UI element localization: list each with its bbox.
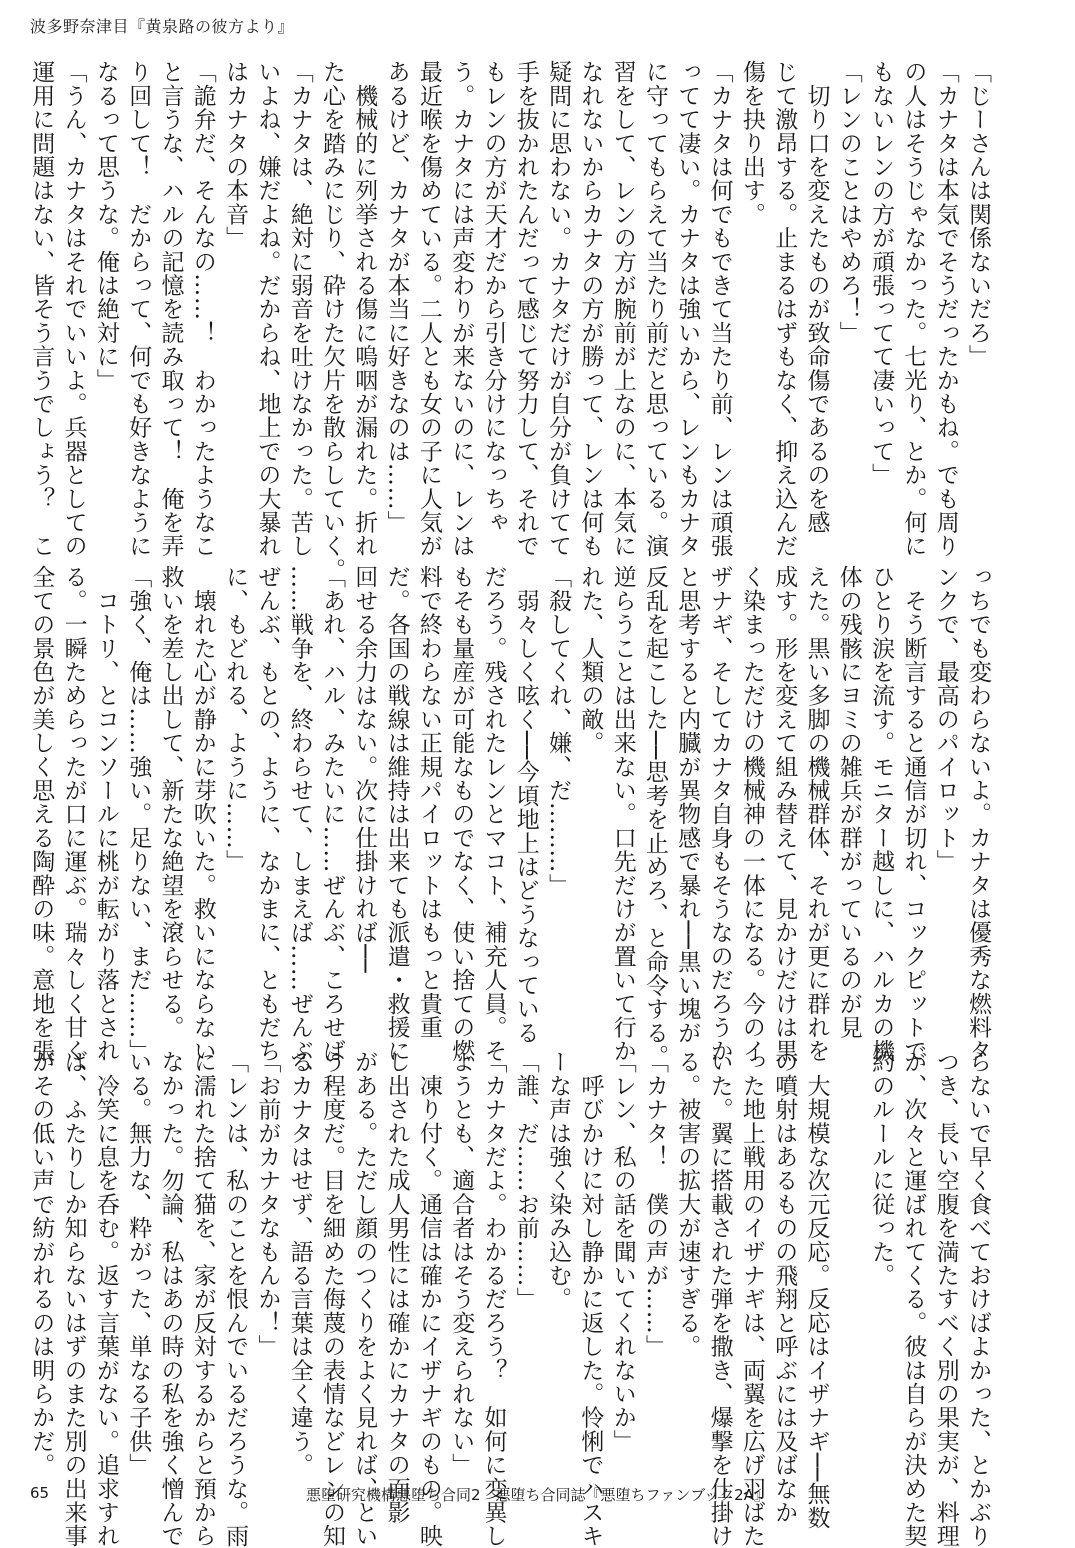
text-line: 「強く、俺は……強い。足りない、まだ……」	[125, 565, 152, 1063]
text-line: 機械的に列挙される傷に嗚咽が漏れた。折れ	[351, 60, 378, 558]
text-line: 手を抜かれたんだって感じて努力して、それで	[512, 60, 539, 558]
text-line: 「レンのことはやめろ！」	[835, 60, 862, 345]
text-line: 「殺してくれ、嫌、だ………」	[545, 565, 572, 897]
text-line: もレンの方が天才だから引き分けになっちゃ	[480, 60, 507, 534]
text-line: の人はそうじゃなかった。七光り、とか。何に	[900, 60, 927, 558]
text-line: 大規模な次元反応。反応はイザナギ──無数	[803, 1050, 830, 1530]
text-line: 疑問に思わない。カナタだけが自分が負けてて	[545, 60, 572, 558]
text-line: 体の残骸にヨミの雑兵が群がっているのが見	[835, 565, 862, 1039]
text-line: 壊れた心が静かに芽吹いた。救いにならない	[189, 565, 216, 1063]
text-line: つき、長い空腹を満たすべく別の果実が、料理	[932, 1050, 959, 1548]
text-line: るカナタはせず、語る言葉は全く違う。	[286, 1050, 313, 1477]
text-line: 傷を抉り出す。	[738, 60, 765, 226]
page-number: 65	[30, 1484, 50, 1502]
text-line: 「うん、カナタはそれでいいよ。兵器としての	[60, 60, 87, 558]
text-line: もないレンの方が頑張ってて凄いって」	[868, 60, 895, 487]
text-line: はカナタの本音」	[222, 60, 249, 250]
text-line: あるけど、カナタが本当に好きなのは……」	[383, 60, 410, 534]
text-line: だろう。残されたレンとマコト、補充人員。そ	[480, 565, 507, 1063]
text-line: 料で終わらない正規パイロットはもっと貴重	[415, 565, 442, 1039]
text-line: に、もどれる、ように……」	[222, 565, 249, 874]
text-line: 全ての景色が美しく思える陶酔の味。意地を張	[28, 565, 55, 1063]
text-line: う。カナタには声変わりが来ないのに、レンは	[448, 60, 475, 558]
text-line: もそも量産が可能なものでなく、使い捨ての燃	[448, 565, 475, 1063]
text-line: ようとも、適合者はそう変えられない」	[448, 1050, 475, 1477]
text-line: 「レンは、私のことを恨んでいるだろうな。雨	[222, 1050, 249, 1548]
text-line: 「カナタは、絶対に弱音を吐けなかった。苦し	[286, 60, 313, 558]
text-line: し出された成人男性には確かにカナタの面影	[383, 1050, 410, 1524]
text-line: 「じーさんは関係ないだろ」	[965, 60, 991, 369]
text-line: ひとり涙を流す。モニター越しに、ハルカの機	[868, 565, 895, 1063]
text-line: 冷笑に息を呑む。返す言葉がない。追求すれ	[92, 1050, 119, 1548]
footer-credit: 悪堕研究機構悪堕ち合同2 悪堕ち合同誌『悪堕ちファンブック2A』	[305, 1486, 769, 1504]
text-line: に守ってもらえて当たり前だと思っている。演	[642, 60, 668, 558]
text-line: が、次々と運ばれてくる。彼は自らが決めた契	[900, 1050, 927, 1548]
text-line: た心を踏みにじり、砕けた欠片を散らしていく。	[319, 60, 345, 582]
text-line: そう断言すると通信が切れ、コックピットで	[900, 565, 927, 1063]
text-line: れた、人類の敵。	[577, 565, 604, 755]
text-line: ぜんぶ、もとの、ように、なかまに、ともだち	[254, 565, 281, 1063]
text-line: 「カナタ！ 僕の声が……」	[642, 1050, 668, 1359]
text-line: く染まっただけの機械神の一体になる。今のイ	[738, 565, 765, 1063]
text-line: 「カナタは何でもできて当たり前、レンは頑張	[706, 60, 733, 558]
text-line: 習をして、レンの方が腕前が上なのに、本気に	[609, 60, 636, 558]
text-line: る。一瞬ためらったが口に運ぶ。瑞々しく甘く、	[60, 565, 87, 1087]
text-line: 回せる余力はない。次に仕掛ければ──	[351, 565, 378, 974]
text-line: ……戦争を、終わらせて、しまえば……ぜんぶ、	[286, 565, 313, 1087]
text-line: なるって思うな。俺は絶対に」	[92, 60, 119, 392]
text-line: と言うな、ハルの記憶を読み取って！ 俺を弄	[157, 60, 184, 558]
text-line: らないで早く食べておけばよかった、とかぶり	[965, 1050, 991, 1548]
text-line: う程度だ。目を細めた侮蔑の表情などレンの知	[319, 1050, 345, 1548]
text-line: の噴射はあるものの飛翔と呼ぶには及ばなか	[771, 1050, 798, 1524]
text-line: 「あれ、ハル、みたいに……ぜんぶ、ころせば	[319, 565, 345, 1063]
text-line: コトリ、とコンソールに桃が転がり落とされ	[92, 565, 119, 1063]
text-line: 「お前がカナタなもんか！」	[254, 1050, 281, 1359]
text-line: 反乱を起こした──思考を止めろ、と命令する。	[642, 565, 668, 1069]
text-line: なれないからカナタの方が勝って、レンは何も	[577, 60, 604, 558]
running-header: 波多野奈津目『黄泉路の彼方より』	[30, 17, 295, 36]
text-line: 「誰、だ……お前……」	[512, 1050, 539, 1311]
text-line: ってて凄い。カナタは強いから、レンもカナタ	[674, 60, 701, 558]
text-line: 約のルールに従った。	[868, 1050, 895, 1287]
text-line: がある。ただし顔のつくりをよく見れば、とい	[351, 1050, 378, 1548]
text-line: じて激昂する。止まるはずもなく、抑え込んだ	[771, 60, 798, 558]
text-line: 「カナタは本気でそうだったかもね。でも周り	[932, 60, 959, 558]
text-line: いよね、嫌だよね。だからね、地上での大暴れ	[254, 60, 281, 558]
text-line: 切り口を変えたものが致命傷であるのを感	[803, 60, 830, 534]
text-line: と思考すると内臓が異物感で暴れ──黒い塊が	[674, 565, 701, 1045]
text-line: なかった。勿論、私はあの時の私を強く憎んで	[157, 1050, 184, 1548]
text-line: 逆らうことは出来ない。口先だけが置いて行か	[609, 565, 636, 1063]
text-line: 弱々しく呟く──今頃地上はどうなっている	[512, 565, 539, 1045]
text-line: 「詭弁だ、そんなの……！ わかったようなこ	[189, 60, 216, 558]
text-line: 最近喉を傷めている。二人とも女の子に人気が	[415, 60, 442, 558]
text-line: がその低い声で紡がれるのは明らかだ。	[28, 1050, 55, 1477]
text-line: ザナギ、そしてカナタ自身もそうなのだろうか	[706, 565, 733, 1063]
text-line: った地上戦用のイザナギは、両翼を広げ羽ばた	[738, 1050, 765, 1548]
text-line: いた。翼に搭載された弾を撒き、爆撃を仕掛け	[706, 1050, 733, 1548]
text-line: 「カナタだよ。わかるだろう？ 如何に変異し	[480, 1050, 507, 1548]
text-line: っちでも変わらないよ。カナタは優秀な燃料タ	[965, 565, 991, 1063]
text-line: 救いを差し出して、新たな絶望を滾らせる。	[157, 565, 184, 1039]
text-line: 凍り付く。通信は確かにイザナギのもの。映	[415, 1050, 442, 1548]
text-line: ば、ふたりしか知らないはずのまた別の出来事	[60, 1050, 87, 1548]
text-line: ンクで、最高のパイロット」	[932, 565, 959, 874]
text-line: えた。黒い多脚の機械群体、それが更に群れを	[803, 565, 830, 1063]
text-line: に濡れた捨て猫を、家が反対するからと預から	[189, 1050, 216, 1548]
text-line: いる。無力な、粋がった、単なる子供」	[125, 1050, 152, 1477]
text-line: ーな声は強く染み込む。	[545, 1050, 572, 1311]
text-line: り回して！ だからって、何でも好きなように	[125, 60, 152, 558]
text-line: る。被害の拡大が速すぎる。	[674, 1050, 701, 1359]
text-line: だ。各国の戦線は維持は出来ても派遣・救援に	[383, 565, 410, 1063]
text-line: 運用に問題はない、皆そう言うでしょう？ こ	[28, 60, 55, 558]
text-line: 呼びかけに対し静かに返した。怜悧でハスキ	[577, 1050, 604, 1548]
text-line: 成す。形を変えて組み替えて、見かけだけは黒	[771, 565, 798, 1063]
text-line: 「レン、私の話を聞いてくれないか」	[609, 1050, 636, 1453]
